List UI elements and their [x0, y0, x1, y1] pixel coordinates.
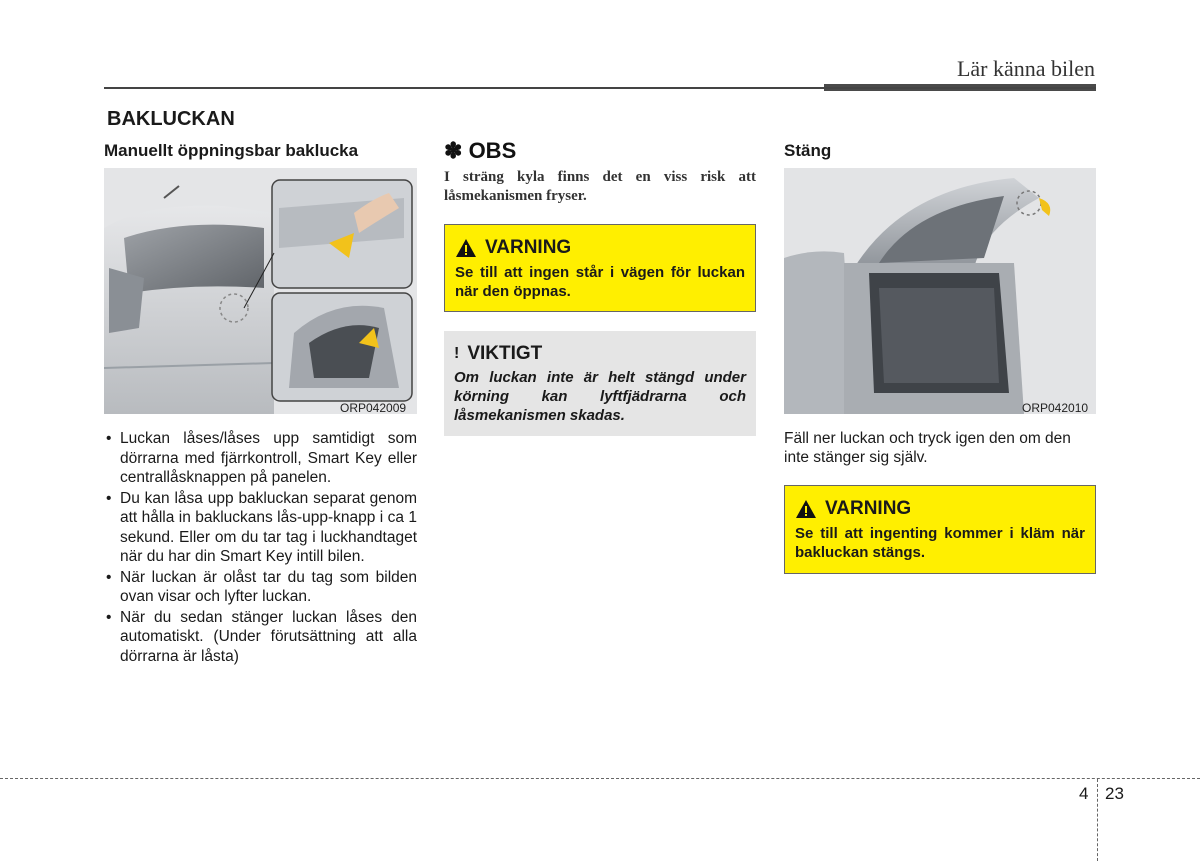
- list-item: • När luckan är olåst tar du tag som bilden ovan visar och lyfter luckan.: [104, 568, 417, 607]
- right-heading: Stäng: [784, 141, 832, 160]
- tailgate-close-photo: [784, 168, 1096, 414]
- warning-box: [444, 224, 756, 312]
- warning-box: [784, 485, 1096, 574]
- warning-heading: [795, 498, 1085, 520]
- page-number: 23: [1105, 784, 1124, 803]
- left-image-caption: ORP042009: [340, 401, 407, 415]
- warning-triangle-icon: [455, 238, 477, 258]
- warning-label: VARNING: [825, 498, 912, 519]
- list-item: • När du sedan stänger luckan låses den automatiskt. (Under förutsättning att alla dörrarna är låsta): [104, 608, 417, 667]
- warning-triangle-icon: [795, 499, 817, 519]
- exclamation-icon: !: [454, 345, 460, 362]
- right-image-caption: ORP042010: [1022, 401, 1089, 415]
- asterisk-icon: ✽: [444, 138, 463, 163]
- left-heading: Manuellt öppningsbar baklucka: [104, 141, 359, 160]
- warning-text: Se till att ingenting kommer i kläm när bakluckan stängs.: [795, 525, 1085, 561]
- important-label: VIKTIGT: [467, 343, 543, 364]
- right-body-text: Fäll ner luckan och tryck igen den om den inte stänger sig själv.: [784, 430, 1071, 466]
- list-item: • Luckan låses/låses upp samtidigt som dörrarna med fjärrkontroll, Smart Key eller centrallåsknappen på panelen.: [104, 429, 417, 488]
- tailgate-close-illustration: [784, 168, 1096, 414]
- obs-label: OBS: [468, 138, 517, 163]
- footer-divider: [1097, 779, 1098, 861]
- obs-text: I sträng kyla finns det en viss risk att låsmekanismen fryser.: [444, 169, 756, 204]
- important-box: [444, 331, 756, 436]
- running-header: Lär känna bilen: [956, 56, 1095, 81]
- chapter-number: 4: [1079, 784, 1089, 803]
- tailgate-open-photo: [104, 168, 417, 414]
- important-text: Om luckan inte är helt stängd under körning kan lyftfjädrarna och låsmekanismen skadas.: [454, 369, 746, 424]
- left-bullet-list: [104, 429, 417, 667]
- list-item: • Du kan låsa upp bakluckan separat genom att hålla in bakluckans lås-upp-knapp i ca 1 sekund. Eller om du tar tag i luckhandtaget när du har din Smart Key intill bilen.: [104, 489, 417, 567]
- warning-heading: [455, 237, 745, 259]
- tailgate-open-illustration: [104, 168, 417, 414]
- footer-rule: [0, 778, 1200, 779]
- warning-label: VARNING: [485, 237, 572, 258]
- header-rule: [104, 87, 1096, 89]
- important-heading: [454, 343, 746, 365]
- obs-heading: [444, 138, 516, 164]
- warning-text: Se till att ingen står i vägen för luckan när den öppnas.: [455, 264, 745, 300]
- section-title: BAKLUCKAN: [107, 108, 235, 130]
